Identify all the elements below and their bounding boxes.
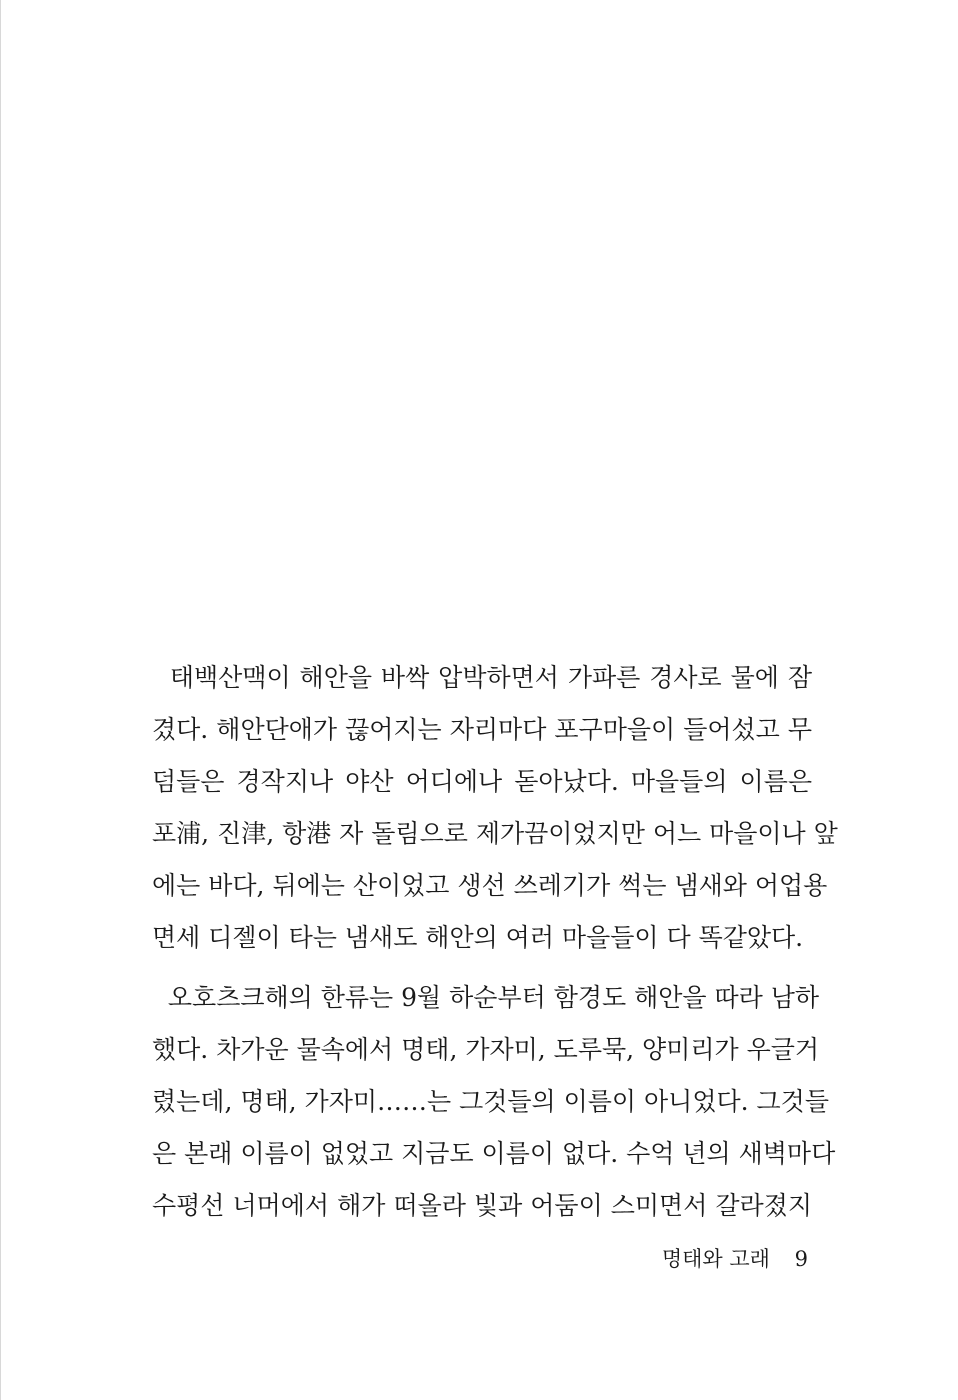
body-text [152,652,838,1232]
running-title: 명태와 고래 [661,1247,770,1271]
text-line: 태백산맥이 해안을 바싹 압박하면서 가파른 경사로 물에 잠 [152,663,812,692]
text-line: 덤들은 경작지나 야산 어디에나 돋아났다. 마을들의 이름은 [152,767,812,796]
text-line: 은 본래 이름이 없었고 지금도 이름이 없다. 수억 년의 새벽마다 [152,1139,836,1168]
text-line: 렸는데, 명태, 가자미……는 그것들의 이름이 아니었다. 그것들 [152,1087,829,1116]
page-edge [0,0,1,1400]
text-line: 수평선 너머에서 해가 떠올라 빛과 어둠이 스미면서 갈라졌지 [152,1191,812,1220]
text-line: 에는 바다, 뒤에는 산이었고 생선 쓰레기가 썩는 냄새와 어업용 [152,871,828,900]
page-footer [662,1245,808,1273]
text-line: 포浦, 진津, 항港 자 돌림으로 제가끔이었지만 어느 마을이나 앞 [152,819,838,848]
text-line: 겼다. 해안단애가 끊어지는 자리마다 포구마을이 들어섰고 무 [152,715,812,744]
text-line: 오호츠크해의 한류는 9월 하순부터 함경도 해안을 따라 남하 [152,983,820,1012]
text-line: 면세 디젤이 타는 냄새도 해안의 여러 마을들이 다 똑같았다. [152,923,804,952]
text-line: 했다. 차가운 물속에서 명태, 가자미, 도루묵, 양미리가 우글거 [152,1035,820,1064]
page-number: 9 [794,1247,808,1271]
